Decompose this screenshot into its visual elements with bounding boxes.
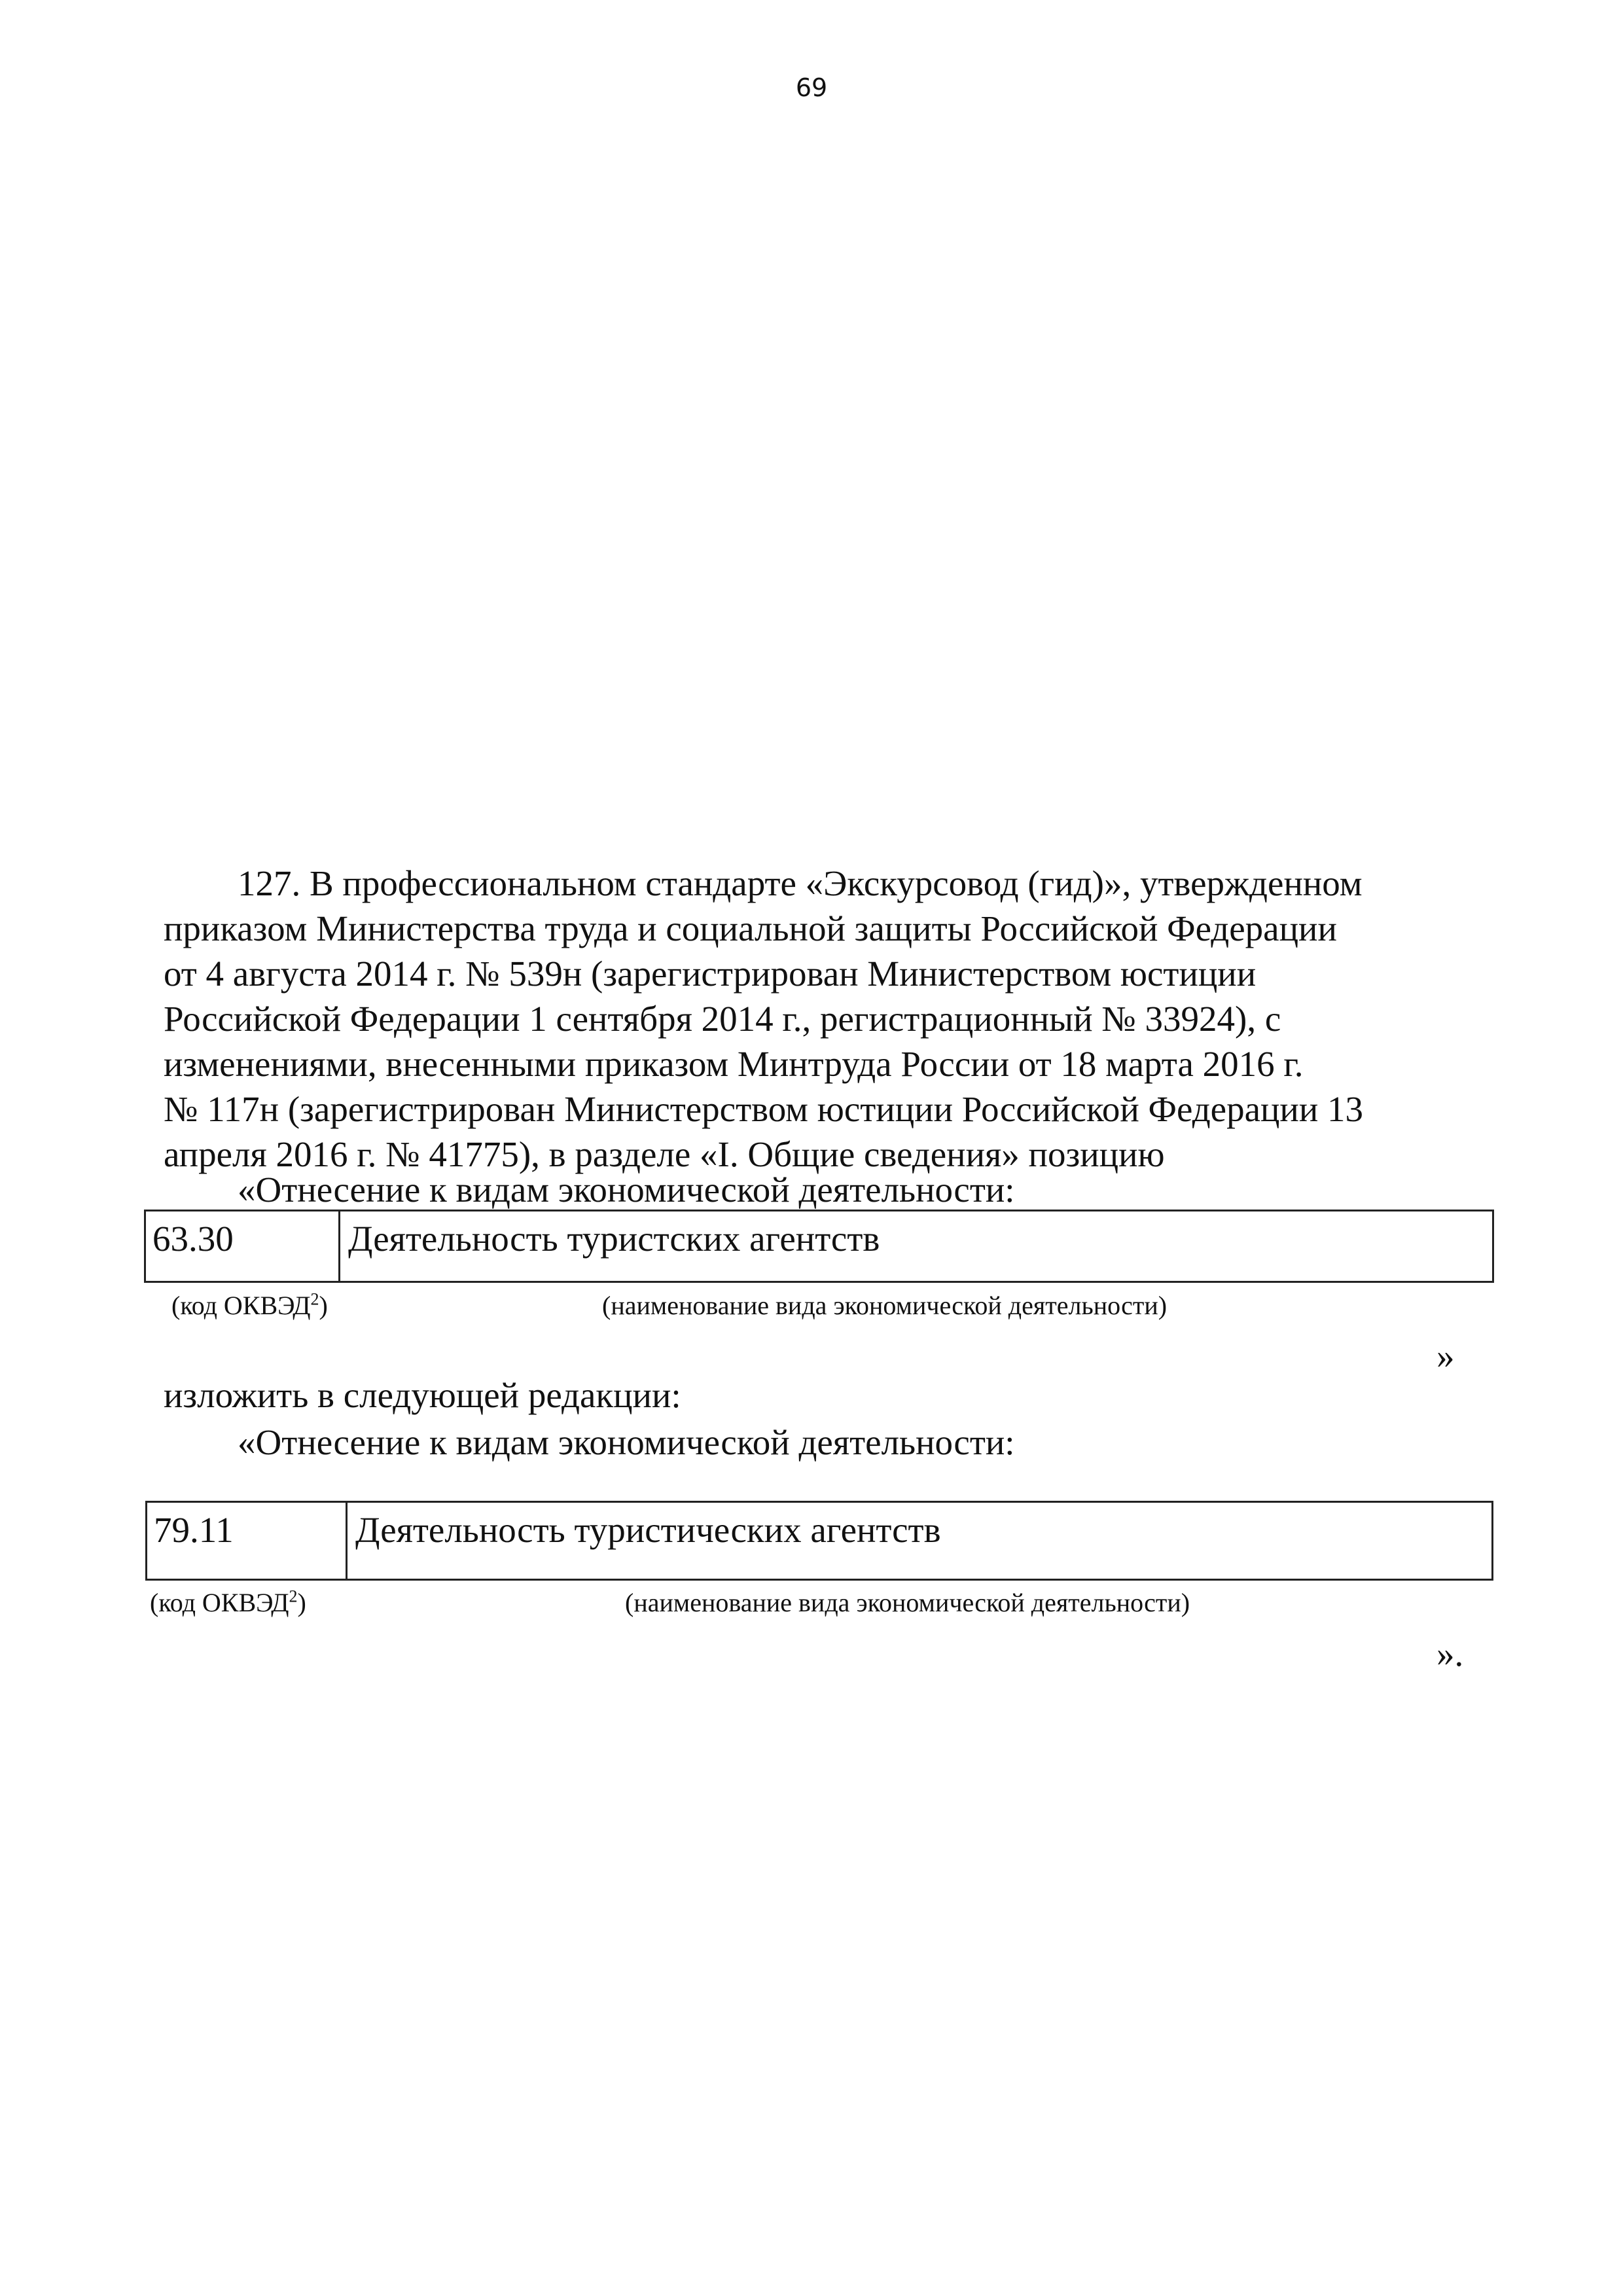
new-block-closing-quote: ». — [1436, 1634, 1464, 1674]
amendment-paragraph — [164, 861, 1474, 1177]
old-okved-name: Деятельность туристских агентств — [348, 1219, 880, 1259]
paragraph-line: 127. В профессиональном стандарте «Экскурсовод (гид)», утвержденном — [238, 863, 1363, 903]
new-block-heading: «Отнесение к видам экономической деятельности: — [238, 1422, 1015, 1462]
instruction-text: изложить в следующей редакции: — [164, 1375, 681, 1415]
new-okved-table — [145, 1501, 1493, 1581]
new-okved-name: Деятельность туристических агентств — [355, 1510, 941, 1550]
paragraph-line: изменениями, внесенными приказом Минтруда России от 18 марта 2016 г. — [164, 1044, 1304, 1084]
paragraph-line: Российской Федерации 1 сентября 2014 г., регистрационный № 33924), с — [164, 999, 1281, 1039]
paragraph-line: апреля 2016 г. № 41775), в разделе «I. Общие сведения» позицию — [164, 1134, 1165, 1174]
page-number: 69 — [795, 73, 828, 102]
new-caption-name: (наименование вида экономической деятельности) — [625, 1588, 1190, 1617]
paragraph-line: от 4 августа 2014 г. № 539н (зарегистрирован Министерством юстиции — [164, 954, 1257, 994]
new-okved-code: 79.11 — [147, 1503, 348, 1579]
old-block-heading: «Отнесение к видам экономической деятельности: — [238, 1170, 1015, 1210]
new-caption-code: (код ОКВЭД$^2$) — [150, 1587, 306, 1617]
paragraph-line: № 117н (зарегистрирован Министерством юстиции Российской Федерации 13 — [164, 1089, 1364, 1129]
paragraph-line: приказом Министерства труда и социальной защиты Российской Федерации — [164, 908, 1337, 948]
old-block-closing-quote: » — [1436, 1336, 1455, 1376]
old-caption-name: (наименование вида экономической деятельности) — [602, 1291, 1168, 1320]
old-okved-table — [144, 1210, 1494, 1283]
old-okved-code: 63.30 — [146, 1211, 340, 1281]
old-caption-code: (код ОКВЭД$^2$) — [171, 1289, 328, 1320]
